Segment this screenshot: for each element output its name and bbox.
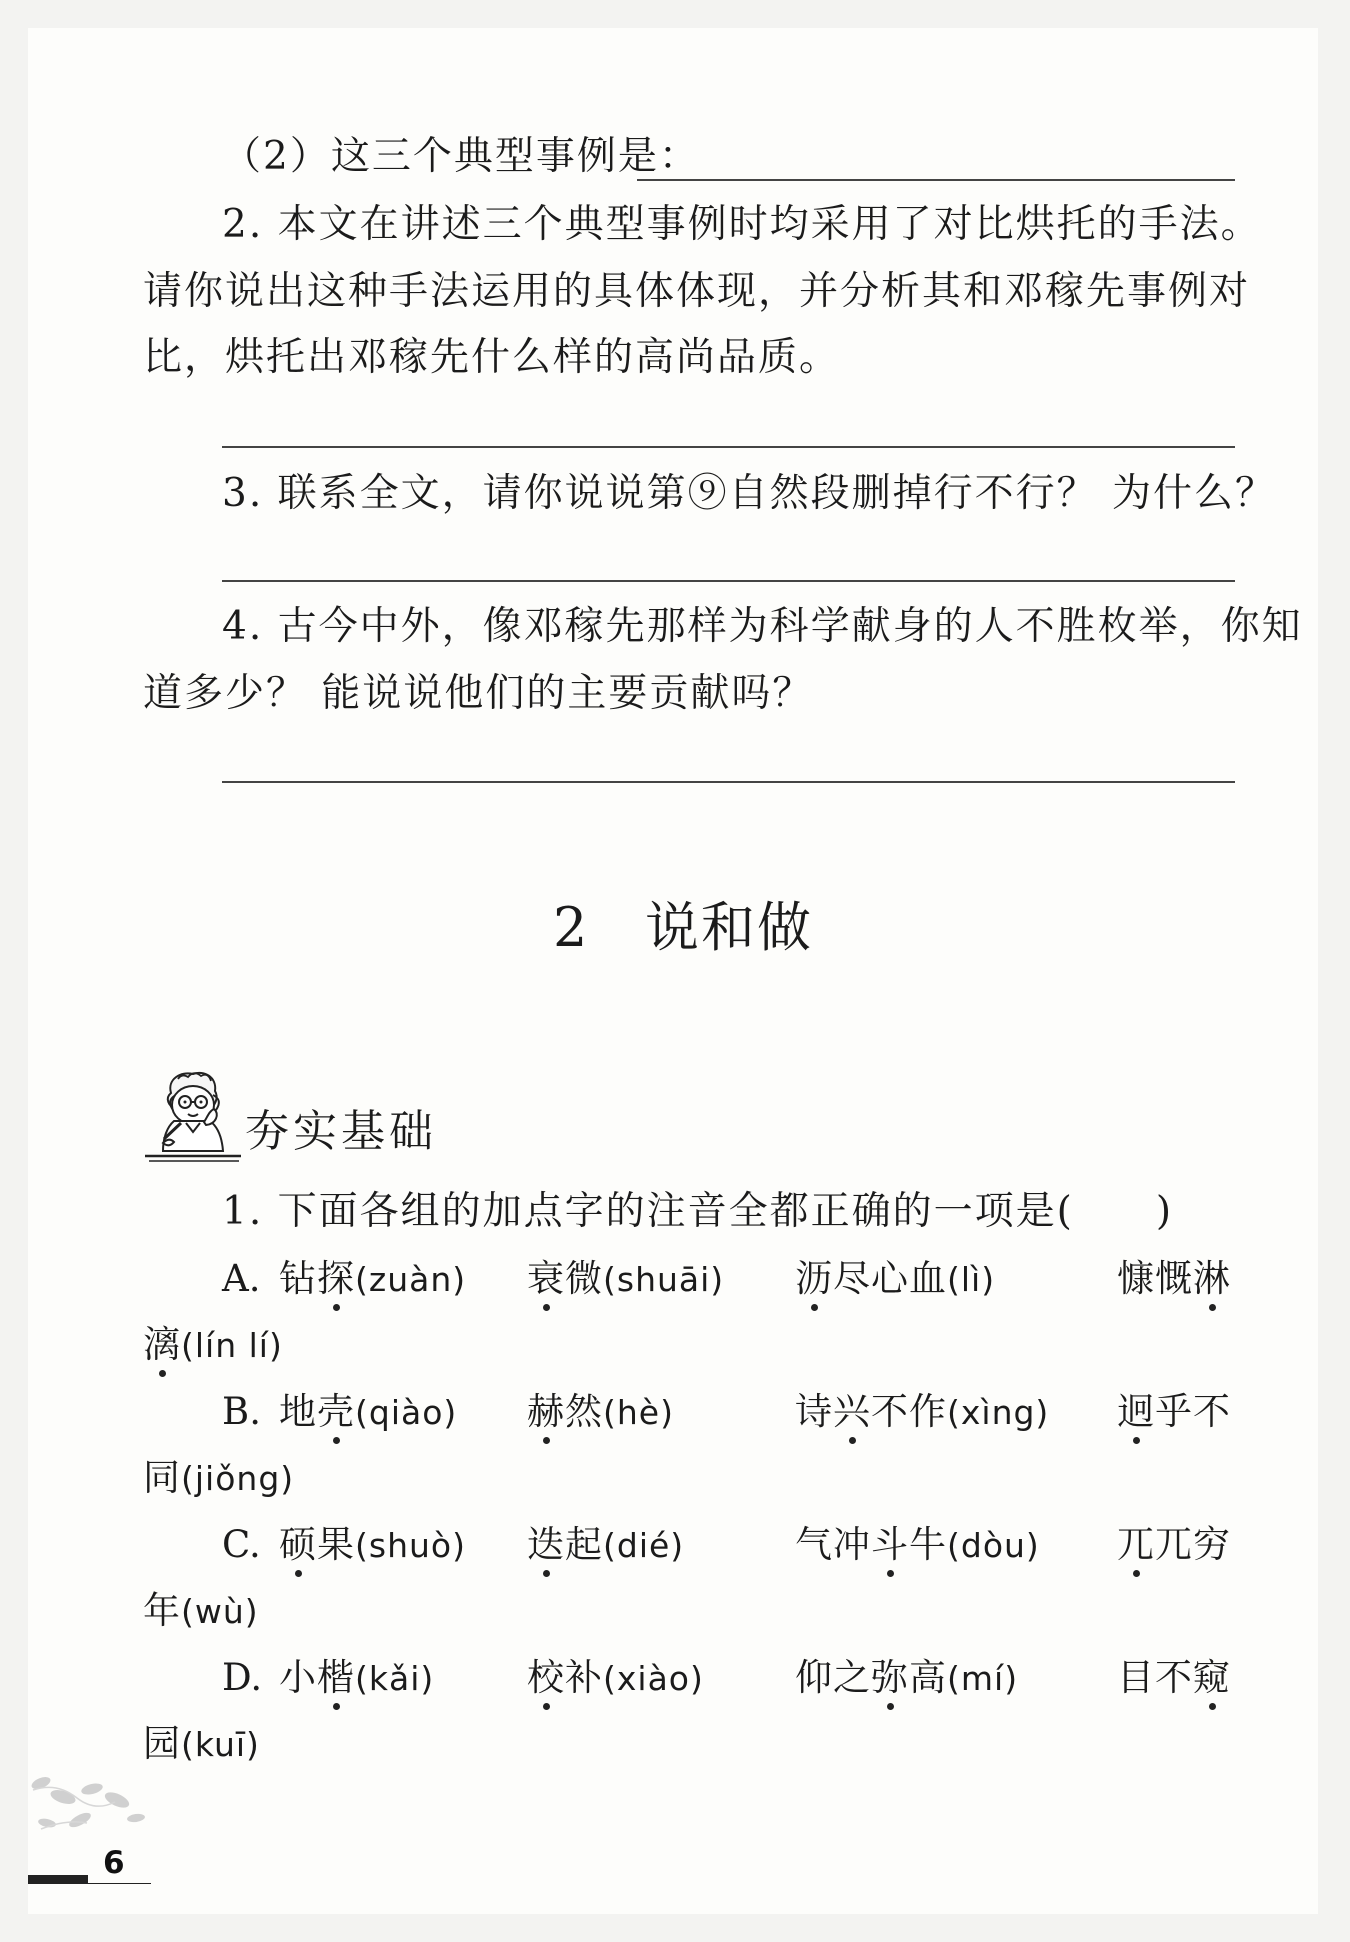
answer-line-q3[interactable] [222,580,1235,582]
exercise-question: 1. 下面各组的加点字的注音全都正确的一项是( ) [222,1189,1174,1234]
question-2-line-2: 请你说出这种手法运用的具体体现，并分析其和邓稼先事例对 [143,269,1251,314]
question-3-line-1: 3. 联系全文，请你说说第⑨自然段删掉行不行？ 为什么？ [222,471,1277,516]
question-4-line-2: 道多少？ 能说说他们的主要贡献吗？ [143,671,814,716]
option-d-label[interactable]: D. [222,1656,263,1699]
student-thinking-icon [143,1067,243,1163]
option-a-word-1: 钻探(zuàn) [279,1257,467,1300]
question-4-line-1: 4. 古今中外，像邓稼先那样为科学献身的人不胜枚举，你知 [222,604,1303,649]
option-a-label[interactable]: A. [222,1257,261,1300]
page-number-rule [88,1883,151,1884]
lesson-number: 2 [553,896,588,959]
option-c-label[interactable]: C. [222,1523,261,1566]
page-number-bar [28,1875,88,1884]
option-a-word-4-end: 漓(lín lí) [143,1323,283,1366]
option-b-word-1: 地壳(qiào) [279,1390,458,1433]
option-d-word-4-end: 园(kuī) [143,1722,260,1765]
page-number: 6 [103,1845,125,1881]
answer-line-q2[interactable] [222,446,1235,448]
option-c-word-4-start: 兀兀穷 [1117,1523,1231,1566]
leaf-decoration-icon [26,1765,161,1850]
option-d-word-4-start: 目不窥 [1117,1656,1231,1699]
option-c-word-4-end: 年(wù) [143,1589,259,1632]
question-1-part-2: （2）这三个典型事例是： [222,134,700,179]
option-b-label[interactable]: B. [222,1390,261,1433]
option-a-word-2: 衰微(shuāi) [527,1257,725,1300]
question-2-line-1: 2. 本文在讲述三个典型事例时均采用了对比烘托的手法。 [222,202,1262,247]
option-d-word-1: 小楷(kǎi) [279,1656,435,1699]
option-d-word-3: 仰之弥高(mí) [795,1656,1019,1699]
section-title: 夯实基础 [245,1106,437,1157]
option-c-word-2: 迭起(dié) [527,1523,685,1566]
option-c-word-1: 硕果(shuò) [279,1523,466,1566]
option-c-word-3: 气冲斗牛(dòu) [795,1523,1040,1566]
option-b-word-2: 赫然(hè) [527,1390,674,1433]
option-b-word-3: 诗兴不作(xìng) [795,1390,1050,1433]
option-b-word-4-end: 同(jiǒng) [143,1456,295,1499]
option-a-word-3: 沥尽心血(lì) [795,1257,996,1300]
question-2-line-3: 比，烘托出邓稼先什么样的高尚品质。 [143,335,841,380]
option-b-word-4-start: 迥乎不 [1117,1390,1231,1433]
lesson-title: 说和做 [645,896,813,959]
answer-line-q1-part2[interactable] [637,179,1235,181]
answer-line-q4[interactable] [222,781,1235,783]
option-a-word-4-start: 慷慨淋 [1117,1257,1231,1300]
option-d-word-2: 校补(xiào) [527,1656,704,1699]
